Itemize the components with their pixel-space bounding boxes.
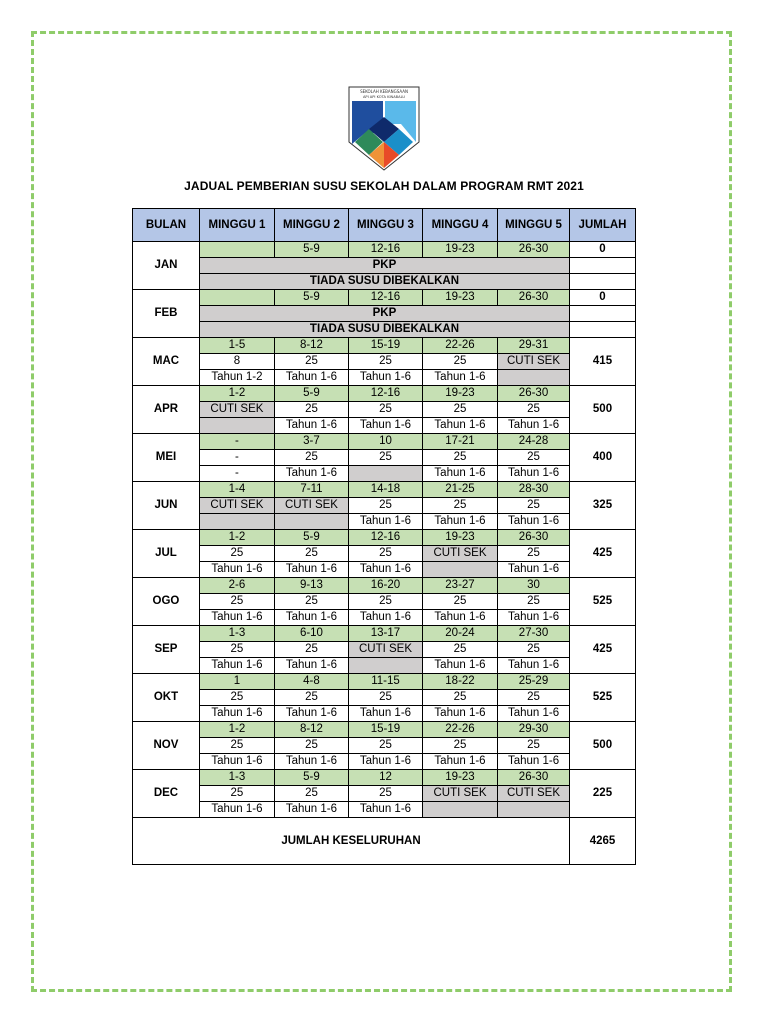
week-date-cell: 30 (498, 578, 570, 594)
level-cell: Tahun 1-6 (422, 706, 497, 722)
week-date-cell: 1-2 (199, 722, 274, 738)
level-cell: Tahun 1-6 (348, 418, 422, 434)
grand-total-value: 4265 (570, 818, 636, 865)
week-date-cell: 1-2 (199, 386, 274, 402)
week-date-cell: 29-30 (498, 722, 570, 738)
quantity-cell: 25 (274, 738, 348, 754)
level-cell: Tahun 1-6 (348, 370, 422, 386)
table-row (133, 594, 636, 610)
week-date-cell: 5-9 (274, 242, 348, 258)
month-total-cell: 400 (570, 434, 636, 482)
week-date-cell: 21-25 (422, 482, 497, 498)
week-date-cell: 22-26 (422, 722, 497, 738)
table-row (133, 706, 636, 722)
quantity-cell: 25 (422, 450, 497, 466)
level-cell: Tahun 1-6 (348, 706, 422, 722)
table-header-row (133, 209, 636, 242)
month-cell: JAN (133, 242, 200, 290)
month-cell: FEB (133, 290, 200, 338)
quantity-cell: 25 (498, 498, 570, 514)
week-date-cell: 5-9 (274, 770, 348, 786)
level-cell (498, 802, 570, 818)
week-date-cell: 16-20 (348, 578, 422, 594)
table-row (133, 770, 636, 786)
level-cell (422, 802, 497, 818)
week-date-cell: 26-30 (498, 386, 570, 402)
quantity-cell: 25 (199, 786, 274, 802)
quantity-cell: 25 (498, 546, 570, 562)
week-date-cell: 4-8 (274, 674, 348, 690)
table-row (133, 578, 636, 594)
week-date-cell: 6-10 (274, 626, 348, 642)
week-date-cell: 12-16 (348, 530, 422, 546)
empty-cell (570, 258, 636, 274)
table-row (133, 674, 636, 690)
table-row (133, 642, 636, 658)
header-cell: MINGGU 3 (348, 209, 422, 242)
week-date-cell: - (199, 434, 274, 450)
month-total-cell: 500 (570, 722, 636, 770)
svg-text:SEKOLAH KEBANGSAAN: SEKOLAH KEBANGSAAN (360, 89, 408, 94)
table-row (133, 466, 636, 482)
level-cell (199, 514, 274, 530)
level-cell: Tahun 1-6 (199, 754, 274, 770)
month-cell: OGO (133, 578, 200, 626)
level-cell: Tahun 1-6 (348, 514, 422, 530)
level-cell: Tahun 1-6 (422, 610, 497, 626)
table-row (133, 482, 636, 498)
quantity-cell: 25 (498, 594, 570, 610)
quantity-cell: 25 (274, 402, 348, 418)
level-cell: Tahun 1-6 (348, 610, 422, 626)
page-title: JADUAL PEMBERIAN SUSU SEKOLAH DALAM PROGRAM RMT 2021 (184, 179, 584, 193)
table-row (133, 306, 636, 322)
quantity-cell: 25 (199, 594, 274, 610)
quantity-cell: - (199, 450, 274, 466)
level-cell (274, 514, 348, 530)
level-cell (348, 658, 422, 674)
week-date-cell: 26-30 (498, 530, 570, 546)
no-supply-cell: TIADA SUSU DIBEKALKAN (199, 274, 569, 290)
week-date-cell (199, 290, 274, 306)
week-date-cell: 26-30 (498, 770, 570, 786)
table-row (133, 562, 636, 578)
table-row (133, 402, 636, 418)
week-date-cell: 2-6 (199, 578, 274, 594)
week-date-cell: 1 (199, 674, 274, 690)
week-date-cell: 18-22 (422, 674, 497, 690)
quantity-cell: 25 (422, 498, 497, 514)
month-total-cell: 0 (570, 242, 636, 258)
week-date-cell: 1-3 (199, 770, 274, 786)
header-cell: MINGGU 1 (199, 209, 274, 242)
week-date-cell: 1-2 (199, 530, 274, 546)
month-total-cell: 415 (570, 338, 636, 386)
quantity-cell: 25 (274, 450, 348, 466)
level-cell: Tahun 1-6 (498, 658, 570, 674)
table-row (133, 690, 636, 706)
empty-cell (570, 306, 636, 322)
level-cell: Tahun 1-6 (498, 610, 570, 626)
quantity-cell: 25 (422, 594, 497, 610)
table-row (133, 514, 636, 530)
quantity-cell: 25 (422, 354, 497, 370)
holiday-cell: CUTI SEK (498, 786, 570, 802)
level-cell (498, 370, 570, 386)
month-cell: DEC (133, 770, 200, 818)
quantity-cell: 25 (348, 594, 422, 610)
empty-cell (570, 322, 636, 338)
quantity-cell: 25 (498, 450, 570, 466)
header-cell: BULAN (133, 209, 200, 242)
quantity-cell: 25 (274, 594, 348, 610)
level-cell: Tahun 1-6 (274, 418, 348, 434)
milk-schedule-table (132, 208, 636, 865)
week-date-cell: 19-23 (422, 242, 497, 258)
quantity-cell: 25 (348, 738, 422, 754)
table-row (133, 418, 636, 434)
week-date-cell: 26-30 (498, 242, 570, 258)
week-date-cell: 20-24 (422, 626, 497, 642)
level-cell: Tahun 1-6 (422, 370, 497, 386)
table-row (133, 434, 636, 450)
level-cell: Tahun 1-6 (498, 418, 570, 434)
level-cell: Tahun 1-6 (274, 370, 348, 386)
level-cell: Tahun 1-6 (274, 610, 348, 626)
week-date-cell: 19-23 (422, 386, 497, 402)
table-row (133, 754, 636, 770)
table-row (133, 322, 636, 338)
month-cell: JUN (133, 482, 200, 530)
quantity-cell: 25 (498, 642, 570, 658)
quantity-cell: 25 (422, 402, 497, 418)
pkp-cell: PKP (199, 258, 569, 274)
level-cell: Tahun 1-6 (422, 418, 497, 434)
quantity-cell: 25 (348, 498, 422, 514)
holiday-cell: CUTI SEK (422, 786, 497, 802)
week-date-cell: 9-13 (274, 578, 348, 594)
week-date-cell: 12 (348, 770, 422, 786)
quantity-cell: 25 (348, 786, 422, 802)
quantity-cell: 25 (498, 402, 570, 418)
table-row (133, 498, 636, 514)
week-date-cell: 19-23 (422, 770, 497, 786)
table-row (133, 386, 636, 402)
table-row (133, 354, 636, 370)
level-cell: Tahun 1-2 (199, 370, 274, 386)
level-cell: Tahun 1-6 (498, 514, 570, 530)
table-row (133, 338, 636, 354)
pkp-cell: PKP (199, 306, 569, 322)
quantity-cell: 25 (274, 546, 348, 562)
level-cell: Tahun 1-6 (274, 658, 348, 674)
week-date-cell: 15-19 (348, 338, 422, 354)
month-cell: OKT (133, 674, 200, 722)
quantity-cell: 25 (498, 690, 570, 706)
level-cell: Tahun 1-6 (422, 658, 497, 674)
level-cell: Tahun 1-6 (498, 754, 570, 770)
week-date-cell: 8-12 (274, 722, 348, 738)
level-cell (199, 418, 274, 434)
week-date-cell: 5-9 (274, 530, 348, 546)
table-row (133, 786, 636, 802)
level-cell: Tahun 1-6 (199, 802, 274, 818)
month-total-cell: 0 (570, 290, 636, 306)
quantity-cell: 25 (199, 546, 274, 562)
level-cell: Tahun 1-6 (422, 466, 497, 482)
week-date-cell: 3-7 (274, 434, 348, 450)
level-cell: Tahun 1-6 (274, 466, 348, 482)
level-cell: Tahun 1-6 (348, 562, 422, 578)
quantity-cell: 25 (498, 738, 570, 754)
holiday-cell: CUTI SEK (274, 498, 348, 514)
quantity-cell: 25 (274, 690, 348, 706)
quantity-cell: 25 (199, 738, 274, 754)
month-total-cell: 425 (570, 530, 636, 578)
level-cell: Tahun 1-6 (348, 802, 422, 818)
holiday-cell: CUTI SEK (498, 354, 570, 370)
month-total-cell: 500 (570, 386, 636, 434)
table-row (133, 450, 636, 466)
table-row (133, 738, 636, 754)
quantity-cell: 25 (274, 786, 348, 802)
quantity-cell: 25 (199, 642, 274, 658)
table-row (133, 530, 636, 546)
header-cell: JUMLAH (570, 209, 636, 242)
quantity-cell: 25 (422, 642, 497, 658)
month-cell: APR (133, 386, 200, 434)
level-cell (348, 466, 422, 482)
quantity-cell: 25 (348, 450, 422, 466)
table-row (133, 802, 636, 818)
table-row (133, 370, 636, 386)
week-date-cell: 25-29 (498, 674, 570, 690)
quantity-cell: 25 (348, 402, 422, 418)
month-total-cell: 425 (570, 626, 636, 674)
table-row (133, 242, 636, 258)
week-date-cell: 28-30 (498, 482, 570, 498)
level-cell: Tahun 1-6 (274, 562, 348, 578)
level-cell: Tahun 1-6 (274, 754, 348, 770)
level-cell: Tahun 1-6 (348, 754, 422, 770)
grand-total-label: JUMLAH KESELURUHAN (133, 818, 570, 865)
holiday-cell: CUTI SEK (199, 402, 274, 418)
month-total-cell: 525 (570, 674, 636, 722)
week-date-cell (199, 242, 274, 258)
quantity-cell: 25 (348, 546, 422, 562)
level-cell: Tahun 1-6 (498, 706, 570, 722)
level-cell: Tahun 1-6 (199, 658, 274, 674)
grand-total-row (133, 818, 636, 865)
quantity-cell: 25 (274, 642, 348, 658)
table-row (133, 258, 636, 274)
week-date-cell: 8-12 (274, 338, 348, 354)
table-row (133, 626, 636, 642)
level-cell: Tahun 1-6 (498, 466, 570, 482)
week-date-cell: 7-11 (274, 482, 348, 498)
week-date-cell: 15-19 (348, 722, 422, 738)
school-crest-logo (347, 84, 421, 172)
week-date-cell: 24-28 (498, 434, 570, 450)
holiday-cell: CUTI SEK (348, 642, 422, 658)
header-cell: MINGGU 4 (422, 209, 497, 242)
week-date-cell: 1-5 (199, 338, 274, 354)
week-date-cell: 19-23 (422, 530, 497, 546)
week-date-cell: 10 (348, 434, 422, 450)
week-date-cell: 26-30 (498, 290, 570, 306)
month-cell: JUL (133, 530, 200, 578)
level-cell: Tahun 1-6 (199, 610, 274, 626)
level-cell: Tahun 1-6 (199, 562, 274, 578)
quantity-cell: 25 (348, 690, 422, 706)
level-cell: Tahun 1-6 (422, 754, 497, 770)
week-date-cell: 23-27 (422, 578, 497, 594)
week-date-cell: 1-3 (199, 626, 274, 642)
table-row (133, 610, 636, 626)
quantity-cell: 25 (422, 738, 497, 754)
quantity-cell: 25 (199, 690, 274, 706)
month-total-cell: 225 (570, 770, 636, 818)
week-date-cell: 12-16 (348, 242, 422, 258)
week-date-cell: 19-23 (422, 290, 497, 306)
quantity-cell: 8 (199, 354, 274, 370)
level-cell: Tahun 1-6 (274, 802, 348, 818)
level-cell: Tahun 1-6 (199, 706, 274, 722)
header-cell: MINGGU 2 (274, 209, 348, 242)
month-cell: MEI (133, 434, 200, 482)
level-cell (422, 562, 497, 578)
quantity-cell: 25 (274, 354, 348, 370)
week-date-cell: 5-9 (274, 386, 348, 402)
table-row (133, 546, 636, 562)
week-date-cell: 12-16 (348, 386, 422, 402)
week-date-cell: 27-30 (498, 626, 570, 642)
week-date-cell: 22-26 (422, 338, 497, 354)
table-row (133, 290, 636, 306)
svg-text:API API KOTA KINABALU: API API KOTA KINABALU (362, 95, 406, 99)
week-date-cell: 17-21 (422, 434, 497, 450)
week-date-cell: 13-17 (348, 626, 422, 642)
holiday-cell: CUTI SEK (199, 498, 274, 514)
month-cell: SEP (133, 626, 200, 674)
level-cell: Tahun 1-6 (274, 706, 348, 722)
holiday-cell: CUTI SEK (422, 546, 497, 562)
month-cell: MAC (133, 338, 200, 386)
quantity-cell: 25 (422, 690, 497, 706)
week-date-cell: 5-9 (274, 290, 348, 306)
week-date-cell: 11-15 (348, 674, 422, 690)
week-date-cell: 12-16 (348, 290, 422, 306)
level-cell: Tahun 1-6 (498, 562, 570, 578)
header-cell: MINGGU 5 (498, 209, 570, 242)
week-date-cell: 29-31 (498, 338, 570, 354)
table-row (133, 658, 636, 674)
month-total-cell: 325 (570, 482, 636, 530)
level-cell: - (199, 466, 274, 482)
level-cell: Tahun 1-6 (422, 514, 497, 530)
month-total-cell: 525 (570, 578, 636, 626)
month-cell: NOV (133, 722, 200, 770)
week-date-cell: 14-18 (348, 482, 422, 498)
no-supply-cell: TIADA SUSU DIBEKALKAN (199, 322, 569, 338)
quantity-cell: 25 (348, 354, 422, 370)
table-row (133, 722, 636, 738)
table-row (133, 274, 636, 290)
week-date-cell: 1-4 (199, 482, 274, 498)
empty-cell (570, 274, 636, 290)
